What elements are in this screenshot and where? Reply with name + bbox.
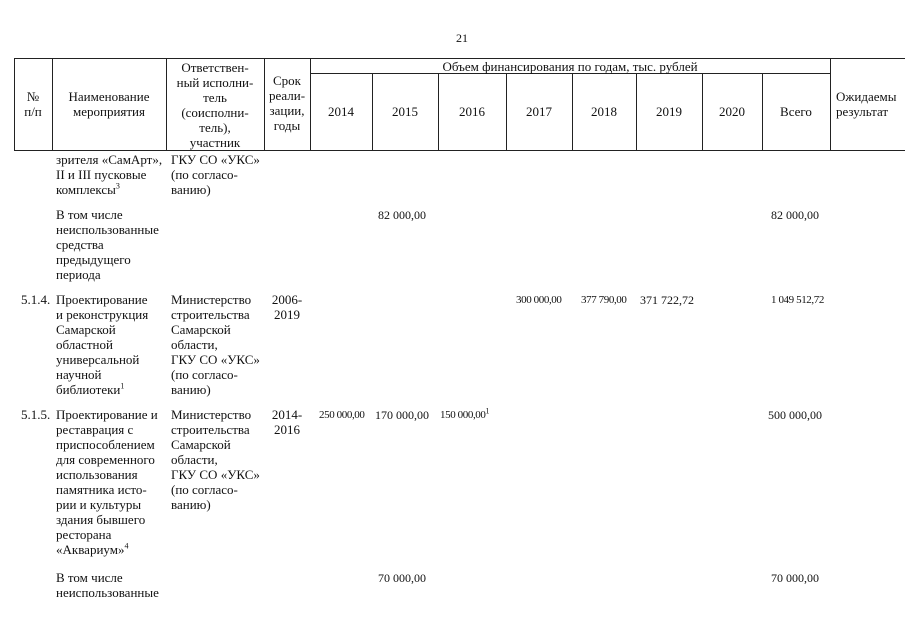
- header-total: Всего: [780, 104, 812, 119]
- row-value-2017: 300 000,00: [516, 294, 562, 306]
- header-name: Наименование мероприятия: [68, 89, 150, 119]
- header-expected-result: Ожидаемы результат: [836, 89, 897, 119]
- header-funding-title: Объем финансирования по годам, тыс. рублей: [442, 59, 698, 74]
- row-value-2016: 150 000,00$^1$: [440, 406, 490, 421]
- header-num: № п/п: [24, 89, 42, 119]
- header-year-2017: 2017: [526, 104, 552, 119]
- header-year-2019: 2019: [656, 104, 682, 119]
- header-year-2020: 2020: [719, 104, 745, 119]
- header-year-2015: 2015: [392, 104, 418, 119]
- footnote-marker: 1: [485, 406, 490, 416]
- footnote-marker: 1: [120, 381, 125, 391]
- row-value-2014: 250 000,00: [319, 409, 365, 421]
- row-executor: Министерство строительства Самарской области, ГКУ СО «УКС» (по согласо- ванию): [171, 292, 260, 397]
- row-value-2019: 371 722,72: [640, 293, 694, 307]
- row-value-2015: 170 000,00: [375, 408, 429, 422]
- row-value-total: 500 000,00: [768, 408, 822, 422]
- header-executor: Ответствен- ный исполни- тель (соисполни- тель), участник: [176, 60, 254, 150]
- row-value-2015: 82 000,00: [378, 208, 426, 222]
- row-name: Проектирование и реконструкция Самарской областной универсальной научной библиотеки$^1$: [56, 292, 149, 397]
- header-year-2014: 2014: [328, 104, 354, 119]
- row-num: 5.1.5.: [21, 407, 51, 422]
- footnote-marker: 3: [115, 181, 120, 191]
- row-term: 2006- 2019: [271, 292, 303, 322]
- header-year-2016: 2016: [459, 104, 485, 119]
- header-term: Срок реали- зации, годы: [268, 73, 306, 133]
- row-term: 2014- 2016: [271, 407, 303, 437]
- row-num: 5.1.4.: [21, 292, 51, 307]
- row-name: В том числе неиспользованные средства предыдущего периода: [56, 207, 159, 282]
- row-value-2015: 70 000,00: [378, 571, 426, 585]
- footnote-marker: 4: [124, 541, 129, 551]
- row-name: В том числе неиспользованные: [56, 570, 159, 600]
- page-number: 21: [456, 31, 468, 45]
- header-year-2018: 2018: [591, 104, 617, 119]
- header-bottom-line: [14, 150, 905, 151]
- row-value-total: 70 000,00: [771, 571, 819, 585]
- row-value-total: 82 000,00: [771, 208, 819, 222]
- row-value-total: 1 049 512,72: [771, 294, 824, 306]
- row-executor: ГКУ СО «УКС» (по согласо- ванию): [171, 152, 260, 197]
- row-name: зрителя «СамАрт», II и III пусковые комплексы$^3$: [56, 152, 163, 197]
- row-name: Проектирование и реставрация с приспособлением для современного использования памятника исто- рии и культуры здания бывшего ресторана «Аквариум»$^4$: [56, 407, 158, 557]
- row-executor: Министерство строительства Самарской области, ГКУ СО «УКС» (по согласо- ванию): [171, 407, 260, 512]
- row-value-2018: 377 790,00: [581, 294, 627, 306]
- col-divider: [830, 58, 831, 151]
